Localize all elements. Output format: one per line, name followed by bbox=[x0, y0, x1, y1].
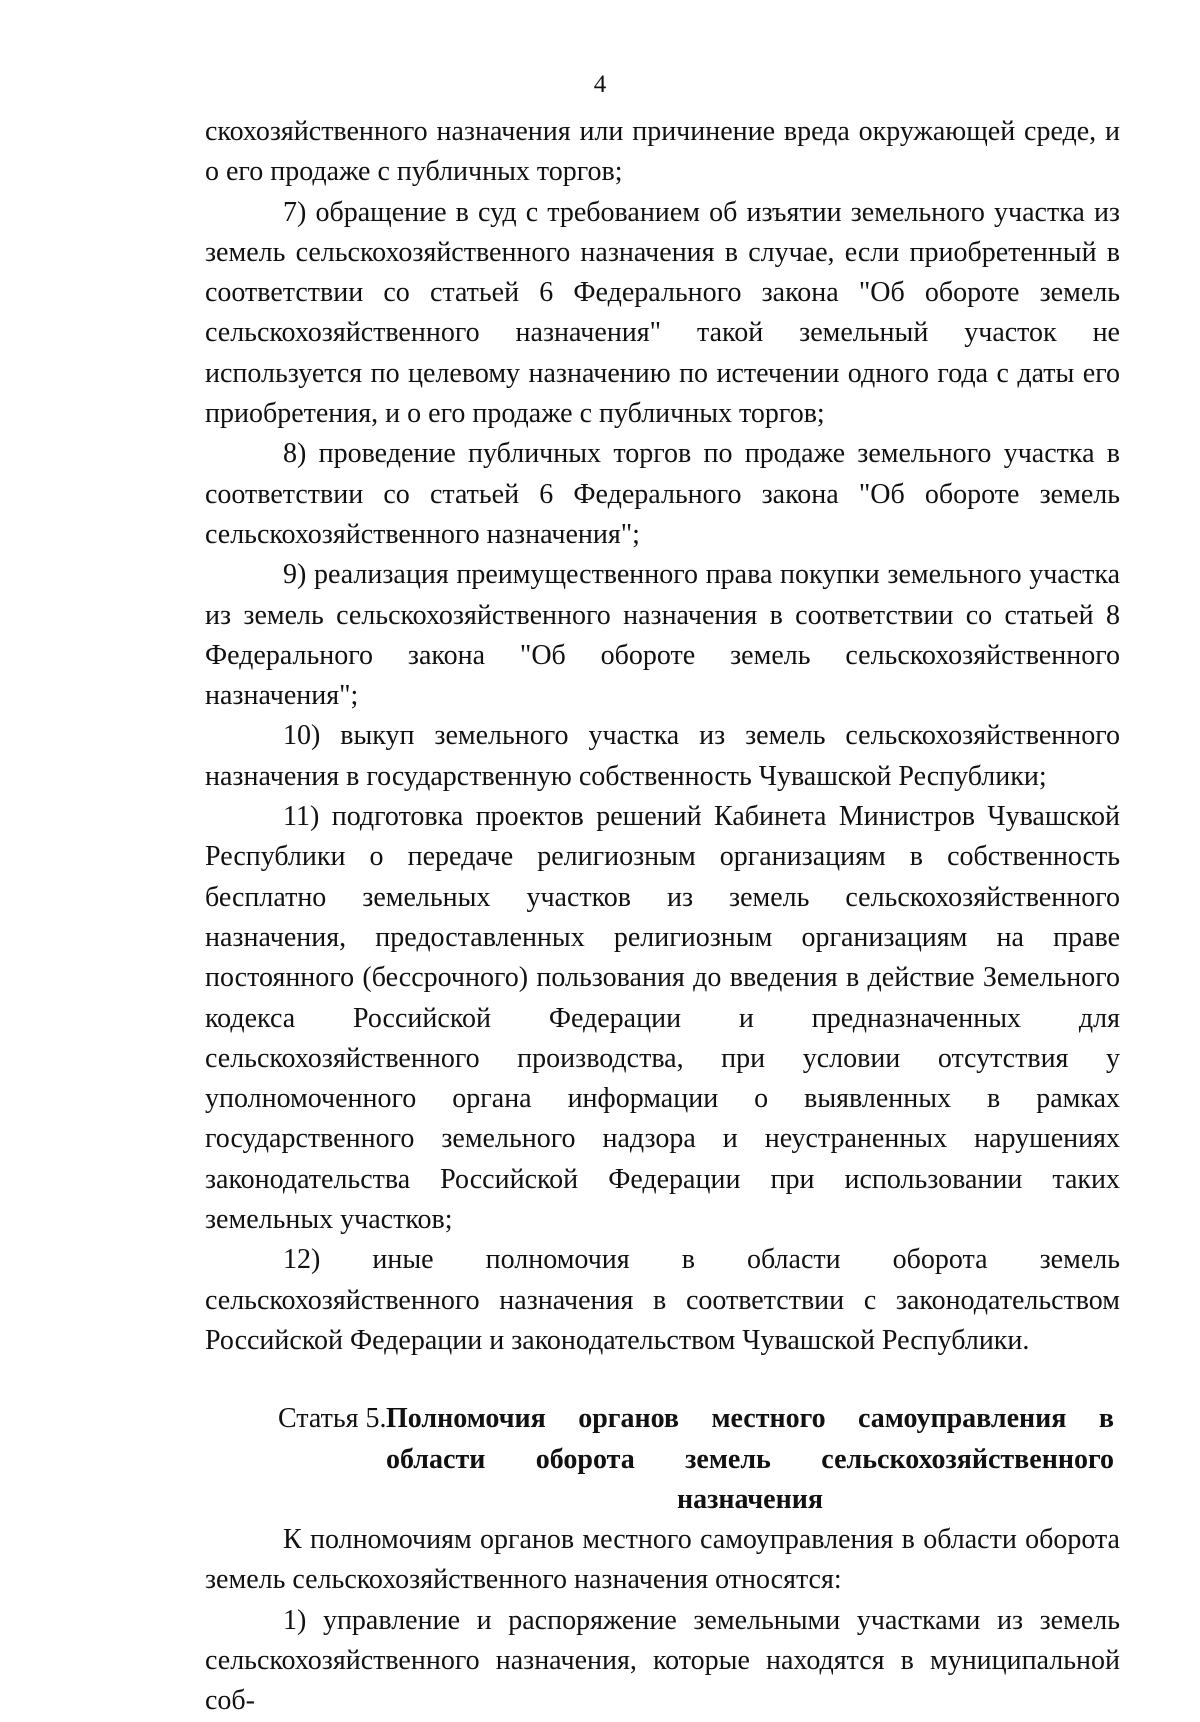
list-item-9: 9) реализация преимущественного права покупки земельного участка из земель сельскохозяйственного назначения в соответствии со статьей 8 Федерального закона "Об обороте земель сельскохозяйственного назначения"; bbox=[205, 559, 1120, 712]
article-intro-paragraph: К полномочиям органов местного самоуправления в области оборота земель сельскохозяйственного назначения относятся: bbox=[205, 1524, 1120, 1596]
list-item-8: 8) проведение публичных торгов по продаже земельного участка в соответствии со статьей 6 Федерального закона "Об обороте земель сельскохозяйственного назначения"; bbox=[205, 438, 1120, 550]
list-item-10: 10) выкуп земельного участка из земель сельскохозяйственного назначения в государственную собственность Чувашской Республики; bbox=[205, 720, 1120, 792]
list-item-7: 7) обращение в суд с требованием об изъятии земельного участка из земель сельскохозяйственного назначения в случае, если приобретенный в соответствии со статьей 6 Федерального закона "Об обороте земель сельскохозяйственного назначения" такой земельный участок не используется по целевому назначению по истечении одного года с даты его приобретения, и о его продаже с публичных торгов; bbox=[205, 196, 1120, 430]
article-heading bbox=[205, 1399, 1120, 1520]
article-label: Статья 5. bbox=[278, 1403, 387, 1435]
article-list-item-1: 1) управление и распоряжение земельными участками из земель сельскохозяйственного назначения, которые находятся в муниципальной соб- bbox=[205, 1604, 1120, 1717]
page-number: 4 bbox=[593, 71, 607, 98]
document-body bbox=[205, 112, 1120, 1722]
list-item-11: 11) подготовка проектов решений Кабинета Министров Чувашской Республики о передаче религиозным организациям в собственность бесплатно земельных участков из земель сельскохозяйственного назначения, предоставленных религиозным организациям на праве постоянного (бессрочного) пользования до введения в действие Земельного кодекса Российской Федерации и предназначенных для сельскохозяйственного производства, при условии отсутствия у уполномоченного органа информации о выявленных в рамках государственного земельного надзора и неустраненных нарушениях законодательства Российской Федерации при использовании таких земельных участков; bbox=[205, 801, 1120, 1236]
list-item-12: 12) иные полномочия в области оборота земель сельскохозяйственного назначения в соответствии с законодательством Российской Федерации и законодательством Чувашской Республики. bbox=[205, 1244, 1120, 1356]
article-title: Полномочия органов местного самоуправления в области оборота земель сельскохозяйственного назначения bbox=[386, 1403, 1114, 1515]
paragraph-continuation: скохозяйственного назначения или причинение вреда окружающей среде, и о его продаже с публичных торгов; bbox=[205, 116, 1120, 188]
